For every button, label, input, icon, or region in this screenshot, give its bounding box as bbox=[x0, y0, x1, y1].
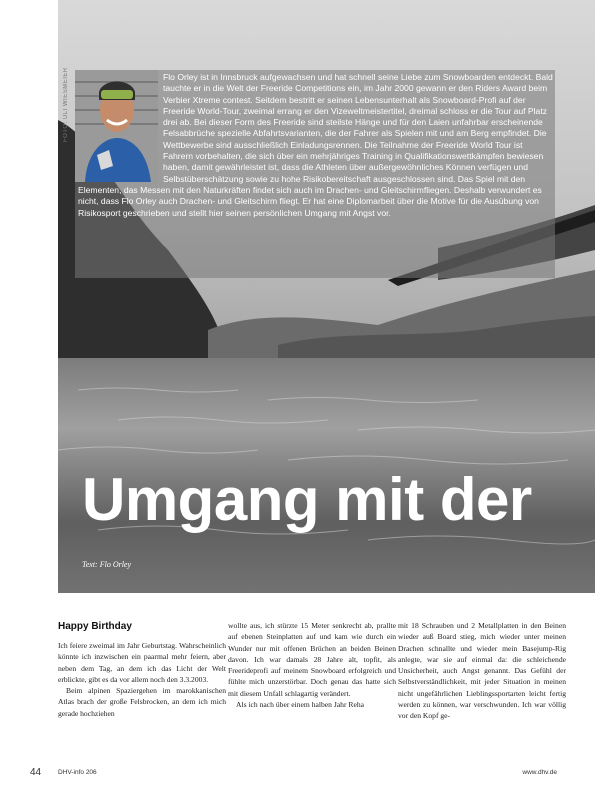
intro-paragraph bbox=[78, 72, 553, 219]
paragraph: Als ich nach über einem halben Jahr Reha bbox=[236, 700, 364, 710]
paragraph: Beim alpinen Spaziergehen im marokkanischen Atlas brach der große Felsbrocken, an dem ich mich gerade hochziehen bbox=[58, 686, 226, 718]
magazine-name: DHV-info 206 bbox=[58, 769, 97, 776]
page-number: 44 bbox=[30, 767, 42, 778]
byline: Text: Flo Orley bbox=[82, 560, 132, 569]
section-heading: Happy Birthday bbox=[58, 621, 132, 632]
paragraph: wollte aus, ich stürzte 15 Meter senkrecht ab, prallte auf ebenen Steinplatten auf und kam wie durch ein Wunder nur mit offenen Brüchen an beiden Beinen davon. Ich war damals 28 Jahre alt, topfit, als Freerideprofi auf meinem Snowboard erfolgreich und fühlte mich unzerstörbar. Doch genau das hatte sich mit diesem Unfall schlagartig verändert. bbox=[228, 621, 396, 698]
text-column-2 bbox=[228, 620, 396, 710]
paragraph: Ich feiere zweimal im Jahr Geburtstag. Wahrscheinlich könnte ich inzwischen ein paarmal mehr feiern, aber neben dem Tag, an dem ich das Licht der Welt erblickte, gibt es da vor allem noch den 3.3.2003. bbox=[58, 641, 226, 684]
intro-text: Flo Orley ist in Innsbruck aufgewachsen und hat schnell seine Liebe zum Snowboarden entdeckt. Bald tauchte er in die Welt der Freeride Competitions ein, im Jahr 2000 gewann er den Riders Award beim Verbier Xtreme contest. Seitdem bestritt er seinen Lebensunterhalt als Snowboard-Profi auf der Freeride World-Tour, zweimal errang er den Vizeweltmeistertitel, dreimal schloss er die Tour auf Platz drei ab. Bei dieser Form des Freeride sind steilste Hänge und für den Laien unfahrbar erscheinende Felsabbrüche spezielle Abfahrtsvarianten, die der Fahrer als Spielen mit und am Berg empfindet. Die Wettbewerbe sind ausschließlich Einladungsrennen. Die Teilnahme der Freeride World Tour ist Fahrern vorbehalten, die sich über ein mehrjähriges Training in Qualifikationswettkämpfen bewiesen haben, damit gewährleistet ist, dass die Athleten über außergewöhnliches Können verfügen und Selbstüberschätzung sowie zu hohe Risikobereitschaft ausgeschlossen sind. Das Spiel mit den Elementen, das Messen mit den Naturkräften findet sich auch im Drachen- und Gleitschirmfliegen. Deshalb verwundert es nicht, dass Flo Orley auch Drachen- und Gleitschirm fliegt. Er hat eine Diplomarbeit über die Motive für die Ausübung von Risikosport geschrieben und stellt hier seinen persönlichen Umgang mit Angst vor. bbox=[78, 72, 553, 218]
portrait-spacer bbox=[78, 72, 163, 183]
website-url: www.dhv.de bbox=[522, 769, 557, 776]
photo-credit: FOTO: ULI WIESMEIER bbox=[63, 67, 69, 142]
text-column-1 bbox=[58, 620, 226, 719]
paragraph: mit 18 Schrauben und 2 Metallplatten in den Beinen wieder auß Board stieg, mich wieder unter meinen Drachen schnallte und wieder mein Basejump-Rig anlegte, war sie auf einmal da: die schleichende Unsicherheit, auch Angst genannt. Das Gefühl der Selbstverständlichkeit, mit jeder Situation in meinen nicht ungefährlichen Lieblingssportarten leicht fertig werden zu können, war verschwunden. Ich war völlig vor den Kopf ge- bbox=[398, 621, 566, 721]
text-column-3 bbox=[398, 620, 566, 722]
article-headline: Umgang mit der bbox=[82, 466, 532, 533]
